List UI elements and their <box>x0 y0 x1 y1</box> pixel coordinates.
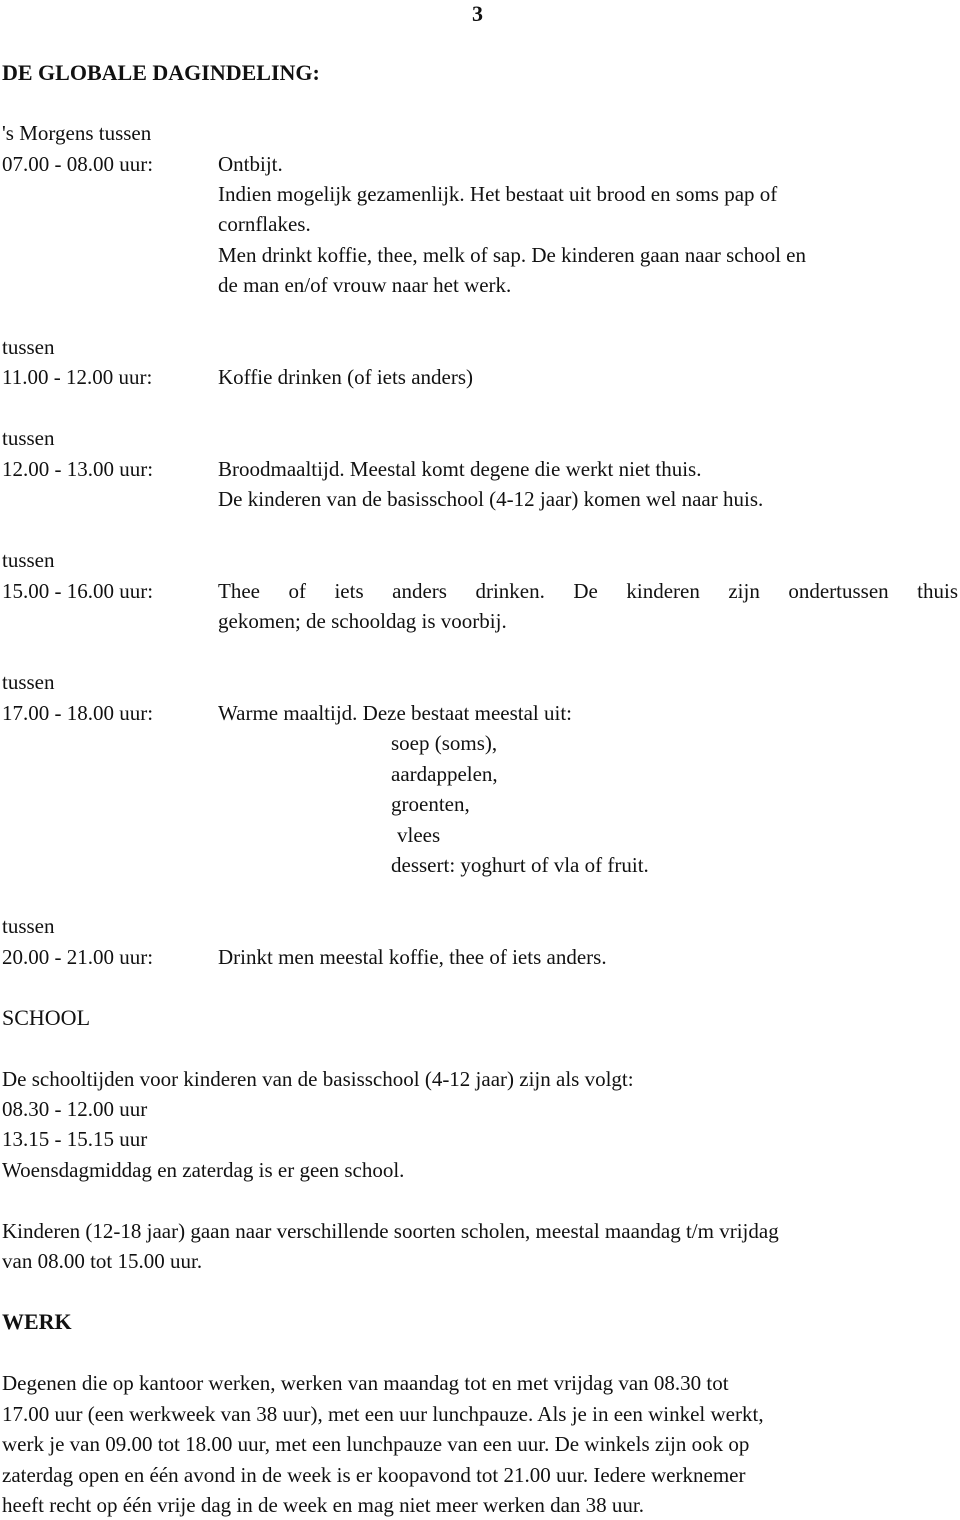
schedule-time: 07.00 - 08.00 uur: <box>2 152 154 176</box>
werk-text-line: werk je van 09.00 tot 18.00 uur, met een lunchpauze van een uur. De winkels zijn ook op <box>2 1432 750 1456</box>
meal-item: groenten, <box>391 792 470 816</box>
schedule-description-line: gekomen; de schooldag is voorbij. <box>218 609 507 633</box>
school-text-line: 08.30 - 12.00 uur <box>2 1097 148 1121</box>
werk-text-line: Degenen die op kantoor werken, werken van maandag tot en met vrijdag van 08.30 tot <box>2 1371 729 1395</box>
schedule-description-line: Indien mogelijk gezamenlijk. Het bestaat uit brood en soms pap of <box>218 182 778 206</box>
werk-text-line: zaterdag open en één avond in de week is er koopavond tot 21.00 uur. Iedere werknemer <box>2 1463 746 1487</box>
schedule-description-line: De kinderen van de basisschool (4-12 jaar) komen wel naar huis. <box>218 487 764 511</box>
schedule-description-line: Ontbijt. <box>218 152 283 176</box>
schedule-time: 15.00 - 16.00 uur: <box>2 579 154 603</box>
schedule-time: 17.00 - 18.00 uur: <box>2 701 154 725</box>
schedule-description-line: Koffie drinken (of iets anders) <box>218 365 474 389</box>
werk-text-line: 17.00 uur (een werkweek van 38 uur), met een uur lunchpauze. Als je in een winkel werkt, <box>2 1402 764 1426</box>
schedule-description-line: cornflakes. <box>218 212 311 236</box>
schedule-description-line: Drinkt men meestal koffie, thee of iets anders. <box>218 945 607 969</box>
meal-item: aardappelen, <box>391 762 498 786</box>
schedule-description-line: Broodmaaltijd. Meestal komt degene die werkt niet thuis. <box>218 457 702 481</box>
school-text-line: Woensdagmiddag en zaterdag is er geen school. <box>2 1158 405 1182</box>
schedule-description-line: Thee of iets anders drinken. De kinderen zijn ondertussen thuis <box>218 579 958 603</box>
schedule-time: 12.00 - 13.00 uur: <box>2 457 154 481</box>
school-text-line: 13.15 - 15.15 uur <box>2 1127 148 1151</box>
school-text-line: De schooltijden voor kinderen van de basisschool (4-12 jaar) zijn als volgt: <box>2 1067 634 1091</box>
werk-text-line: heeft recht op één vrije dag in de week en mag niet meer werken dan 38 uur. <box>2 1493 644 1517</box>
school-text-line: Kinderen (12-18 jaar) gaan naar verschillende soorten scholen, meestal maandag t/m vrijdag <box>2 1219 779 1243</box>
meal-item: dessert: yoghurt of vla of fruit. <box>391 853 649 877</box>
schedule-time: 20.00 - 21.00 uur: <box>2 945 154 969</box>
schedule-time-prefix: tussen <box>2 914 55 938</box>
page-title: DE GLOBALE DAGINDELING: <box>2 60 320 85</box>
school-text-line: van 08.00 tot 15.00 uur. <box>2 1249 203 1273</box>
schedule-description-line: de man en/of vrouw naar het werk. <box>218 273 512 297</box>
meal-item: soep (soms), <box>391 731 498 755</box>
schedule-description-line: Men drinkt koffie, thee, melk of sap. De kinderen gaan naar school en <box>218 243 806 267</box>
schedule-time-prefix: 's Morgens tussen <box>2 121 152 145</box>
schedule-time-prefix: tussen <box>2 548 55 572</box>
schedule-description-line: Warme maaltijd. Deze bestaat meestal uit: <box>218 701 572 725</box>
school-heading: SCHOOL <box>2 1005 91 1030</box>
schedule-time-prefix: tussen <box>2 426 55 450</box>
schedule-time-prefix: tussen <box>2 335 55 359</box>
schedule-time-prefix: tussen <box>2 670 55 694</box>
meal-item: vlees <box>397 823 441 847</box>
page-number: 3 <box>472 1 483 26</box>
schedule-time: 11.00 - 12.00 uur: <box>2 365 153 389</box>
werk-heading: WERK <box>2 1309 72 1334</box>
